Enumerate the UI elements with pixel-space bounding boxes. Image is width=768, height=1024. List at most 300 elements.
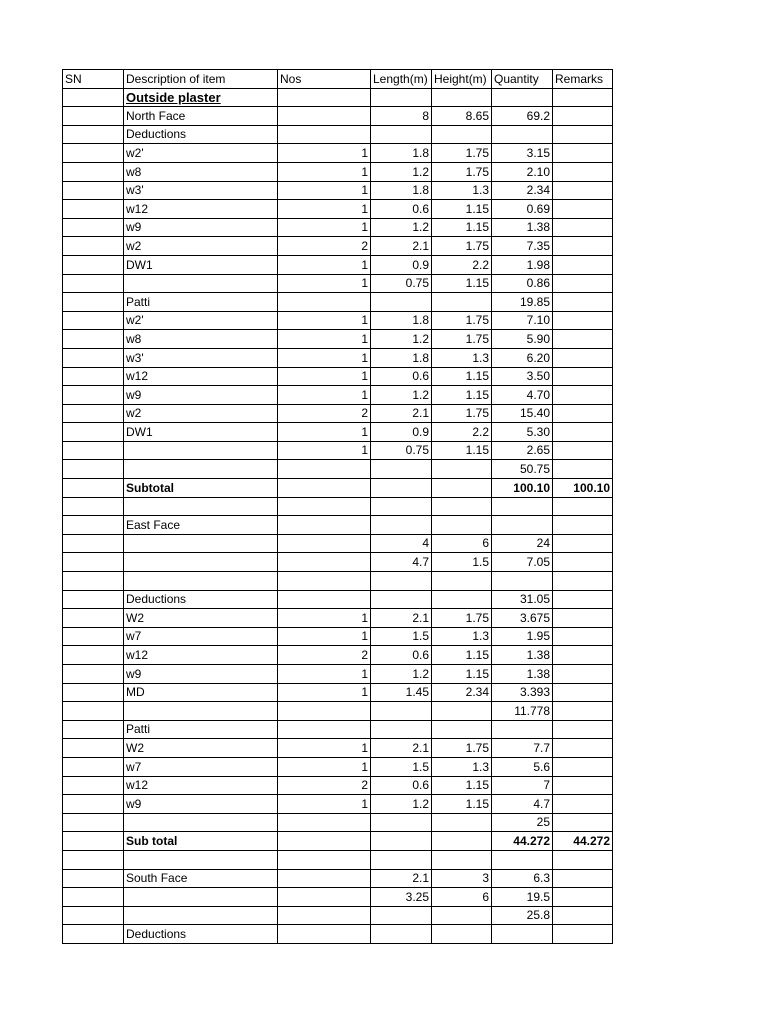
cell-quantity <box>492 720 553 739</box>
cell-quantity: 44.272 <box>492 832 553 851</box>
cell-height <box>432 88 492 107</box>
cell-remarks <box>553 330 613 349</box>
cell-quantity: 25 <box>492 813 553 832</box>
cell-length <box>371 572 432 591</box>
cell-sn <box>63 553 124 572</box>
cell-sn <box>63 237 124 256</box>
cell-height <box>432 293 492 312</box>
cell-description: W2 <box>124 609 278 628</box>
cell-sn <box>63 479 124 498</box>
cell-description: Outside plaster <box>124 88 278 107</box>
cell-length: 0.6 <box>371 200 432 219</box>
cell-quantity: 15.40 <box>492 404 553 423</box>
cell-description: Deductions <box>124 590 278 609</box>
cell-remarks <box>553 516 613 535</box>
cell-height <box>432 516 492 535</box>
cell-sn <box>63 107 124 126</box>
cell-description: Subtotal <box>124 479 278 498</box>
cell-quantity: 7.35 <box>492 237 553 256</box>
cell-sn <box>63 218 124 237</box>
cell-description: Patti <box>124 293 278 312</box>
cell-sn <box>63 460 124 479</box>
cell-remarks <box>553 869 613 888</box>
cell-remarks <box>553 125 613 144</box>
cell-nos <box>278 850 371 869</box>
cell-remarks <box>553 553 613 572</box>
cell-length: 0.6 <box>371 367 432 386</box>
cell-sn <box>63 925 124 944</box>
table-row <box>63 367 613 386</box>
cell-description: W2 <box>124 739 278 758</box>
cell-quantity: 2.10 <box>492 162 553 181</box>
table-row <box>63 609 613 628</box>
cell-length: 1.2 <box>371 386 432 405</box>
cell-length: 1.2 <box>371 162 432 181</box>
table-row <box>63 665 613 684</box>
cell-length: 1.2 <box>371 218 432 237</box>
cell-sn <box>63 181 124 200</box>
header-row <box>63 70 613 89</box>
cell-description: w12 <box>124 200 278 219</box>
cell-sn <box>63 702 124 721</box>
cell-nos: 1 <box>278 274 371 293</box>
cell-nos: 1 <box>278 795 371 814</box>
cell-sn <box>63 404 124 423</box>
cell-sn <box>63 683 124 702</box>
cell-sn <box>63 590 124 609</box>
cell-nos: 2 <box>278 404 371 423</box>
table-row <box>63 888 613 907</box>
cell-height <box>432 702 492 721</box>
cell-sn <box>63 386 124 405</box>
cell-sn <box>63 795 124 814</box>
table-row <box>63 423 613 442</box>
cell-quantity: 6.3 <box>492 869 553 888</box>
cell-nos: 1 <box>278 609 371 628</box>
table-row <box>63 293 613 312</box>
cell-nos <box>278 534 371 553</box>
cell-description <box>124 534 278 553</box>
cell-quantity: 5.6 <box>492 757 553 776</box>
cell-quantity: 25.8 <box>492 906 553 925</box>
cell-sn <box>63 572 124 591</box>
cell-description: DW1 <box>124 255 278 274</box>
cell-height <box>432 925 492 944</box>
cell-description: w9 <box>124 386 278 405</box>
table-row <box>63 757 613 776</box>
cell-height: 1.75 <box>432 330 492 349</box>
cell-length: 1.2 <box>371 330 432 349</box>
cell-nos <box>278 553 371 572</box>
cell-height: 1.75 <box>432 739 492 758</box>
cell-quantity: 50.75 <box>492 460 553 479</box>
cell-sn <box>63 497 124 516</box>
cell-height: 2.2 <box>432 255 492 274</box>
cell-sn <box>63 330 124 349</box>
cell-height: 1.15 <box>432 386 492 405</box>
cell-remarks <box>553 423 613 442</box>
cell-height: 1.5 <box>432 553 492 572</box>
cell-height <box>432 497 492 516</box>
cell-description: South Face <box>124 869 278 888</box>
cell-description: Deductions <box>124 925 278 944</box>
cell-sn <box>63 646 124 665</box>
cell-quantity: 3.15 <box>492 144 553 163</box>
cell-height: 1.15 <box>432 441 492 460</box>
cell-remarks <box>553 237 613 256</box>
table-row <box>63 572 613 591</box>
cell-height: 6 <box>432 888 492 907</box>
cell-remarks <box>553 813 613 832</box>
cell-description: DW1 <box>124 423 278 442</box>
cell-description: w7 <box>124 757 278 776</box>
cell-sn <box>63 348 124 367</box>
cell-height: 1.15 <box>432 218 492 237</box>
table-row <box>63 869 613 888</box>
cell-nos: 1 <box>278 367 371 386</box>
cell-remarks: 100.10 <box>553 479 613 498</box>
table-row <box>63 88 613 107</box>
cell-remarks <box>553 720 613 739</box>
cell-sn <box>63 850 124 869</box>
cell-height: 1.3 <box>432 181 492 200</box>
cell-length <box>371 925 432 944</box>
cell-description <box>124 572 278 591</box>
cell-description <box>124 460 278 479</box>
table-row <box>63 627 613 646</box>
cell-sn <box>63 125 124 144</box>
cell-height <box>432 906 492 925</box>
cell-description: w7 <box>124 627 278 646</box>
cell-height: 3 <box>432 869 492 888</box>
cell-length: 3.25 <box>371 888 432 907</box>
cell-remarks <box>553 274 613 293</box>
table-row <box>63 311 613 330</box>
cell-length <box>371 590 432 609</box>
cell-quantity: 1.38 <box>492 665 553 684</box>
cell-length: 2.1 <box>371 404 432 423</box>
cell-height: 1.3 <box>432 757 492 776</box>
table-row <box>63 348 613 367</box>
cell-description <box>124 553 278 572</box>
cell-sn <box>63 739 124 758</box>
cell-description: East Face <box>124 516 278 535</box>
header-quantity: Quantity <box>492 70 553 89</box>
cell-height: 1.75 <box>432 162 492 181</box>
cell-nos: 1 <box>278 200 371 219</box>
cell-remarks <box>553 627 613 646</box>
cell-description: w8 <box>124 330 278 349</box>
cell-nos: 1 <box>278 255 371 274</box>
cell-remarks <box>553 218 613 237</box>
table-row <box>63 795 613 814</box>
cell-sn <box>63 293 124 312</box>
cell-quantity <box>492 850 553 869</box>
cell-length: 4.7 <box>371 553 432 572</box>
cell-nos: 1 <box>278 441 371 460</box>
cell-remarks <box>553 888 613 907</box>
cell-description: w2 <box>124 404 278 423</box>
table-row <box>63 683 613 702</box>
cell-quantity: 1.38 <box>492 218 553 237</box>
cell-quantity: 6.20 <box>492 348 553 367</box>
cell-nos: 2 <box>278 776 371 795</box>
table-row <box>63 646 613 665</box>
cell-sn <box>63 255 124 274</box>
cell-nos: 1 <box>278 218 371 237</box>
cell-sn <box>63 162 124 181</box>
cell-quantity: 3.50 <box>492 367 553 386</box>
cell-description: North Face <box>124 107 278 126</box>
cell-nos: 1 <box>278 348 371 367</box>
cell-height <box>432 460 492 479</box>
cell-height: 1.15 <box>432 795 492 814</box>
cell-nos <box>278 590 371 609</box>
cell-description: w8 <box>124 162 278 181</box>
cell-nos <box>278 125 371 144</box>
cell-height: 1.75 <box>432 237 492 256</box>
cell-length: 2.1 <box>371 739 432 758</box>
cell-remarks <box>553 534 613 553</box>
cell-quantity: 1.95 <box>492 627 553 646</box>
cell-sn <box>63 516 124 535</box>
cell-nos: 1 <box>278 144 371 163</box>
cell-length: 1.2 <box>371 795 432 814</box>
cell-nos: 1 <box>278 386 371 405</box>
cell-sn <box>63 832 124 851</box>
cell-length <box>371 479 432 498</box>
cell-height: 1.15 <box>432 776 492 795</box>
table-row <box>63 181 613 200</box>
cell-nos <box>278 572 371 591</box>
cell-sn <box>63 627 124 646</box>
cell-remarks <box>553 348 613 367</box>
cell-quantity: 7.05 <box>492 553 553 572</box>
cell-quantity <box>492 88 553 107</box>
cell-length <box>371 832 432 851</box>
header-height: Height(m) <box>432 70 492 89</box>
cell-quantity: 0.69 <box>492 200 553 219</box>
cell-remarks <box>553 293 613 312</box>
cell-length: 2.1 <box>371 237 432 256</box>
cell-nos <box>278 293 371 312</box>
cell-height: 1.15 <box>432 646 492 665</box>
cell-description: w2 <box>124 237 278 256</box>
cell-length <box>371 720 432 739</box>
cell-quantity: 3.675 <box>492 609 553 628</box>
cell-quantity: 7 <box>492 776 553 795</box>
header-length: Length(m) <box>371 70 432 89</box>
cell-description: Deductions <box>124 125 278 144</box>
cell-length: 0.6 <box>371 646 432 665</box>
table-row <box>63 237 613 256</box>
cell-description <box>124 906 278 925</box>
cell-quantity: 11.778 <box>492 702 553 721</box>
cell-height <box>432 720 492 739</box>
cell-description <box>124 702 278 721</box>
cell-nos <box>278 869 371 888</box>
cell-nos: 1 <box>278 665 371 684</box>
cell-quantity <box>492 497 553 516</box>
cell-quantity <box>492 925 553 944</box>
cell-remarks <box>553 739 613 758</box>
cell-description: Patti <box>124 720 278 739</box>
cell-description: w3' <box>124 348 278 367</box>
cell-height: 1.3 <box>432 348 492 367</box>
cell-nos <box>278 925 371 944</box>
table-row <box>63 832 613 851</box>
cell-description: w9 <box>124 795 278 814</box>
cell-remarks <box>553 850 613 869</box>
cell-nos <box>278 479 371 498</box>
cell-remarks <box>553 311 613 330</box>
cell-sn <box>63 274 124 293</box>
table-row <box>63 200 613 219</box>
cell-remarks <box>553 404 613 423</box>
cell-nos <box>278 906 371 925</box>
cell-nos <box>278 516 371 535</box>
cell-length <box>371 850 432 869</box>
table-row <box>63 107 613 126</box>
cell-length <box>371 293 432 312</box>
cell-nos <box>278 720 371 739</box>
cell-length <box>371 813 432 832</box>
cell-length: 1.8 <box>371 144 432 163</box>
cell-quantity: 69.2 <box>492 107 553 126</box>
cell-nos: 1 <box>278 423 371 442</box>
cell-quantity <box>492 125 553 144</box>
cell-height: 1.15 <box>432 274 492 293</box>
cell-remarks <box>553 497 613 516</box>
cell-description: MD <box>124 683 278 702</box>
cell-nos <box>278 832 371 851</box>
cell-remarks <box>553 367 613 386</box>
cell-description: Sub total <box>124 832 278 851</box>
table-row <box>63 776 613 795</box>
cell-length: 2.1 <box>371 869 432 888</box>
cell-description <box>124 274 278 293</box>
cell-height <box>432 590 492 609</box>
cell-quantity: 1.38 <box>492 646 553 665</box>
table-row <box>63 441 613 460</box>
cell-quantity: 4.70 <box>492 386 553 405</box>
cell-height <box>432 832 492 851</box>
table-row <box>63 218 613 237</box>
cell-sn <box>63 757 124 776</box>
cell-nos: 2 <box>278 237 371 256</box>
cell-sn <box>63 906 124 925</box>
cell-nos: 1 <box>278 757 371 776</box>
cell-length: 1.5 <box>371 757 432 776</box>
cell-sn <box>63 720 124 739</box>
cell-sn <box>63 88 124 107</box>
header-sn: SN <box>63 70 124 89</box>
cell-remarks <box>553 386 613 405</box>
table-row <box>63 534 613 553</box>
cell-sn <box>63 813 124 832</box>
cell-nos: 1 <box>278 330 371 349</box>
cell-remarks <box>553 255 613 274</box>
cell-description <box>124 813 278 832</box>
cell-height: 1.75 <box>432 609 492 628</box>
cell-sn <box>63 441 124 460</box>
cell-length: 0.75 <box>371 274 432 293</box>
cell-length: 1.45 <box>371 683 432 702</box>
cell-sn <box>63 144 124 163</box>
cell-description: w12 <box>124 646 278 665</box>
table-row <box>63 739 613 758</box>
cell-height: 6 <box>432 534 492 553</box>
cell-nos: 1 <box>278 739 371 758</box>
cell-nos <box>278 460 371 479</box>
cell-sn <box>63 311 124 330</box>
cell-sn <box>63 200 124 219</box>
table-row <box>63 553 613 572</box>
cell-description <box>124 441 278 460</box>
cell-sn <box>63 534 124 553</box>
sheet-body <box>63 88 613 943</box>
cell-remarks <box>553 683 613 702</box>
cell-height: 1.15 <box>432 367 492 386</box>
cell-nos: 1 <box>278 627 371 646</box>
cell-remarks <box>553 88 613 107</box>
table-row <box>63 144 613 163</box>
table-row <box>63 516 613 535</box>
cell-nos <box>278 888 371 907</box>
cell-length: 2.1 <box>371 609 432 628</box>
cell-quantity: 7.7 <box>492 739 553 758</box>
cell-remarks <box>553 181 613 200</box>
cell-nos: 1 <box>278 311 371 330</box>
table-row <box>63 386 613 405</box>
cell-height: 1.15 <box>432 200 492 219</box>
cell-nos <box>278 813 371 832</box>
table-row <box>63 162 613 181</box>
cell-quantity <box>492 516 553 535</box>
cell-height: 1.75 <box>432 144 492 163</box>
cell-length: 0.9 <box>371 255 432 274</box>
cell-height <box>432 572 492 591</box>
cell-length <box>371 516 432 535</box>
header-nos: Nos <box>278 70 371 89</box>
cell-nos <box>278 88 371 107</box>
cell-height <box>432 813 492 832</box>
cell-description: w2' <box>124 311 278 330</box>
cell-height <box>432 850 492 869</box>
cell-length: 1.8 <box>371 311 432 330</box>
cell-nos <box>278 702 371 721</box>
cell-nos <box>278 107 371 126</box>
table-row <box>63 720 613 739</box>
cell-height: 2.34 <box>432 683 492 702</box>
cell-remarks <box>553 441 613 460</box>
header-description: Description of item <box>124 70 278 89</box>
cell-sn <box>63 888 124 907</box>
cell-quantity: 24 <box>492 534 553 553</box>
cell-remarks <box>553 906 613 925</box>
cell-remarks <box>553 590 613 609</box>
cell-nos: 1 <box>278 162 371 181</box>
cell-sn <box>63 869 124 888</box>
cell-quantity <box>492 572 553 591</box>
cell-length <box>371 906 432 925</box>
cell-quantity: 5.30 <box>492 423 553 442</box>
cell-sn <box>63 367 124 386</box>
cell-length <box>371 460 432 479</box>
cell-description <box>124 497 278 516</box>
cell-description <box>124 850 278 869</box>
cell-quantity: 5.90 <box>492 330 553 349</box>
